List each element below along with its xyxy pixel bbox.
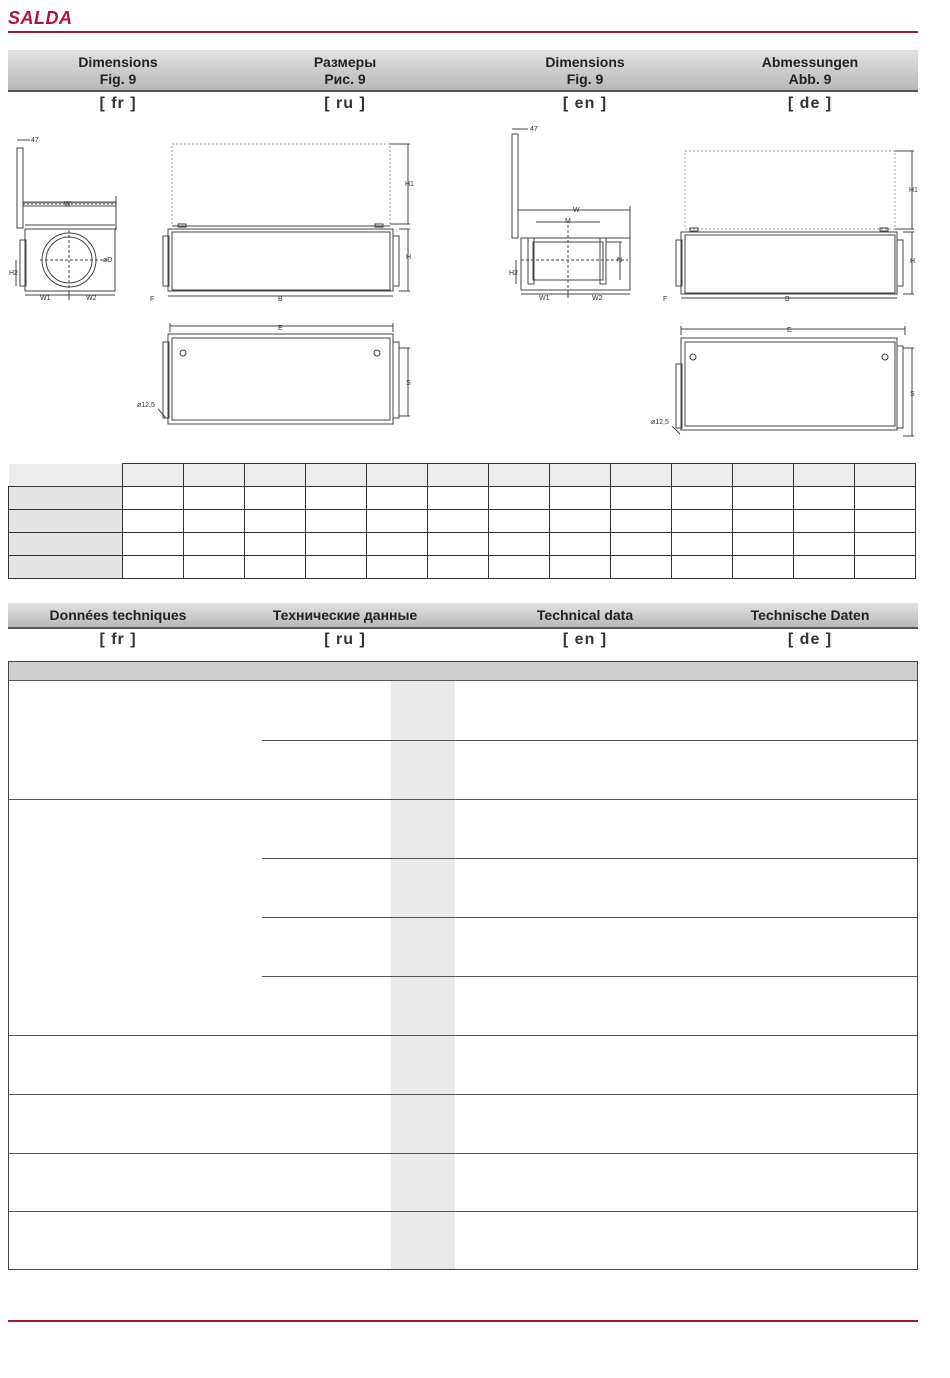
label-m-2: M (565, 218, 571, 225)
technical-unit-column (391, 681, 455, 1269)
table-cell (611, 556, 672, 579)
label-hole-1: ø12,5 (137, 402, 155, 409)
table-cell (428, 510, 489, 533)
row-divider (262, 858, 917, 859)
label-w2-2: W2 (592, 295, 603, 302)
label-w-2: W (573, 207, 580, 214)
drawing-top-round (137, 323, 411, 424)
table-cell (245, 510, 306, 533)
technical-title-en: Technical data (536, 607, 634, 623)
dimensions-fig-fr: Fig. 9 (99, 71, 137, 87)
drawing-side-round (9, 137, 116, 302)
technical-title-ru: Технические данные (272, 607, 418, 623)
table-cell (184, 533, 245, 556)
table-cell (550, 510, 611, 533)
table-cell (306, 556, 367, 579)
label-flange-1: 47 (31, 137, 39, 144)
row-divider (262, 976, 917, 977)
row-divider (9, 799, 917, 800)
label-h2-1: H2 (9, 270, 18, 277)
label-w1-1: W1 (40, 295, 51, 302)
table-cell (123, 487, 184, 510)
table-cell (489, 533, 550, 556)
label-f-2: F (663, 296, 668, 303)
bottom-rule (8, 1320, 918, 1322)
technical-title-de: Technische Daten (750, 607, 870, 623)
row-label-cell (9, 487, 123, 510)
table-cell (489, 556, 550, 579)
drawing-top-rect (651, 326, 915, 436)
table-cell (733, 533, 794, 556)
row-divider (262, 917, 917, 918)
label-e-2: E (787, 327, 792, 334)
row-label-cell (9, 510, 123, 533)
lang-fr-technical: [ fr ] (99, 631, 137, 648)
drawing-front-rect (663, 151, 918, 303)
table-cell (367, 533, 428, 556)
lang-fr: [ fr ] (99, 95, 137, 112)
row-divider (9, 1211, 917, 1212)
row-divider (9, 1153, 917, 1154)
dimensions-fig-de: Abb. 9 (788, 71, 832, 87)
table-cell (123, 510, 184, 533)
table-cell (611, 510, 672, 533)
table-cell (123, 533, 184, 556)
label-b-1: B (278, 296, 283, 303)
table-cell (367, 556, 428, 579)
table-cell (733, 510, 794, 533)
label-h2-2: H2 (509, 270, 518, 277)
header-cell (550, 464, 611, 487)
label-w2-1: W2 (86, 295, 97, 302)
technical-title-fr: Données techniques (49, 607, 187, 623)
dimensions-title-de-text: Abmessungen (761, 54, 859, 70)
label-w1-2: W1 (539, 295, 550, 302)
table-row (9, 556, 916, 579)
table-cell (184, 510, 245, 533)
table-cell (611, 533, 672, 556)
dimensions-title-en-text: Dimensions (545, 54, 625, 70)
header-cell (428, 464, 489, 487)
label-n-2: N (617, 257, 623, 264)
drawing-side-rect (509, 126, 630, 302)
table-cell (489, 510, 550, 533)
lang-ru-technical: [ ru ] (324, 631, 366, 648)
table-cell (550, 556, 611, 579)
label-h-1: H (406, 254, 412, 261)
header-cell (611, 464, 672, 487)
drawing-front-round (150, 144, 414, 303)
dimensions-title-fr (8, 54, 228, 88)
label-hole-2: ø12,5 (651, 419, 669, 426)
dimensions-title-ru (235, 54, 455, 88)
table-cell (855, 510, 916, 533)
table-cell (855, 487, 916, 510)
label-b-2: B (785, 296, 790, 303)
table-cell (367, 487, 428, 510)
header-cell (672, 464, 733, 487)
row-divider (9, 1035, 917, 1036)
table-cell (428, 556, 489, 579)
dimensions-title-ru-text: Размеры (313, 54, 377, 70)
table-cell (733, 487, 794, 510)
table-cell (428, 533, 489, 556)
table-cell (611, 487, 672, 510)
dimensions-table (8, 463, 916, 579)
lang-en-technical: [ en ] (562, 631, 608, 648)
table-cell (428, 487, 489, 510)
header-cell (367, 464, 428, 487)
dimensions-fig-ru: Рис. 9 (324, 71, 366, 87)
table-cell (245, 556, 306, 579)
header-cell (245, 464, 306, 487)
label-diameter-1: øD (103, 257, 113, 264)
lang-de: [ de ] (787, 95, 833, 112)
table-cell (672, 533, 733, 556)
row-divider (262, 740, 917, 741)
table-cell (184, 556, 245, 579)
row-divider (9, 1094, 917, 1095)
lang-en: [ en ] (562, 95, 608, 112)
lang-de-technical: [ de ] (787, 631, 833, 648)
table-cell (794, 556, 855, 579)
label-h1-2: H1 (909, 187, 918, 194)
dimensions-table-header-row (9, 464, 916, 487)
header-cell (794, 464, 855, 487)
dimensions-title-de (700, 54, 920, 88)
label-f-1: F (150, 296, 155, 303)
technical-data-table (8, 661, 918, 1270)
table-cell (672, 556, 733, 579)
table-cell (855, 533, 916, 556)
table-corner (9, 464, 123, 487)
label-w-1: W (64, 201, 71, 208)
table-cell (306, 487, 367, 510)
header-cell (489, 464, 550, 487)
table-cell (184, 487, 245, 510)
row-label-cell (9, 556, 123, 579)
table-cell (794, 487, 855, 510)
table-cell (672, 510, 733, 533)
table-cell (245, 533, 306, 556)
table-cell (489, 487, 550, 510)
brand-logo: SALDA (8, 8, 73, 28)
header-cell (123, 464, 184, 487)
dimensions-title-en (475, 54, 695, 88)
table-cell (733, 556, 794, 579)
header-cell (855, 464, 916, 487)
dimension-drawings (0, 120, 950, 460)
table-cell (672, 487, 733, 510)
label-e-1: E (278, 325, 283, 332)
table-cell (367, 510, 428, 533)
table-row (9, 510, 916, 533)
row-label-cell (9, 533, 123, 556)
table-cell (123, 556, 184, 579)
table-cell (550, 533, 611, 556)
label-s-2: S (910, 391, 915, 398)
table-cell (306, 533, 367, 556)
label-h1-1: H1 (405, 181, 414, 188)
table-cell (306, 510, 367, 533)
table-cell (794, 533, 855, 556)
table-cell (245, 487, 306, 510)
table-cell (855, 556, 916, 579)
label-flange-2: 47 (530, 126, 538, 133)
header-cell (306, 464, 367, 487)
technical-table-header (9, 662, 917, 681)
header-cell (733, 464, 794, 487)
dimensions-fig-en: Fig. 9 (566, 71, 604, 87)
label-h-2: H (910, 258, 916, 265)
table-cell (550, 487, 611, 510)
top-rule (8, 31, 918, 33)
label-s-1: S (406, 380, 411, 387)
dimensions-title-fr-text: Dimensions (78, 54, 158, 70)
table-row (9, 533, 916, 556)
table-row (9, 487, 916, 510)
lang-ru: [ ru ] (324, 95, 366, 112)
technical-header-band (8, 603, 918, 629)
header-cell (184, 464, 245, 487)
table-cell (794, 510, 855, 533)
dimensions-header-band (8, 50, 918, 92)
